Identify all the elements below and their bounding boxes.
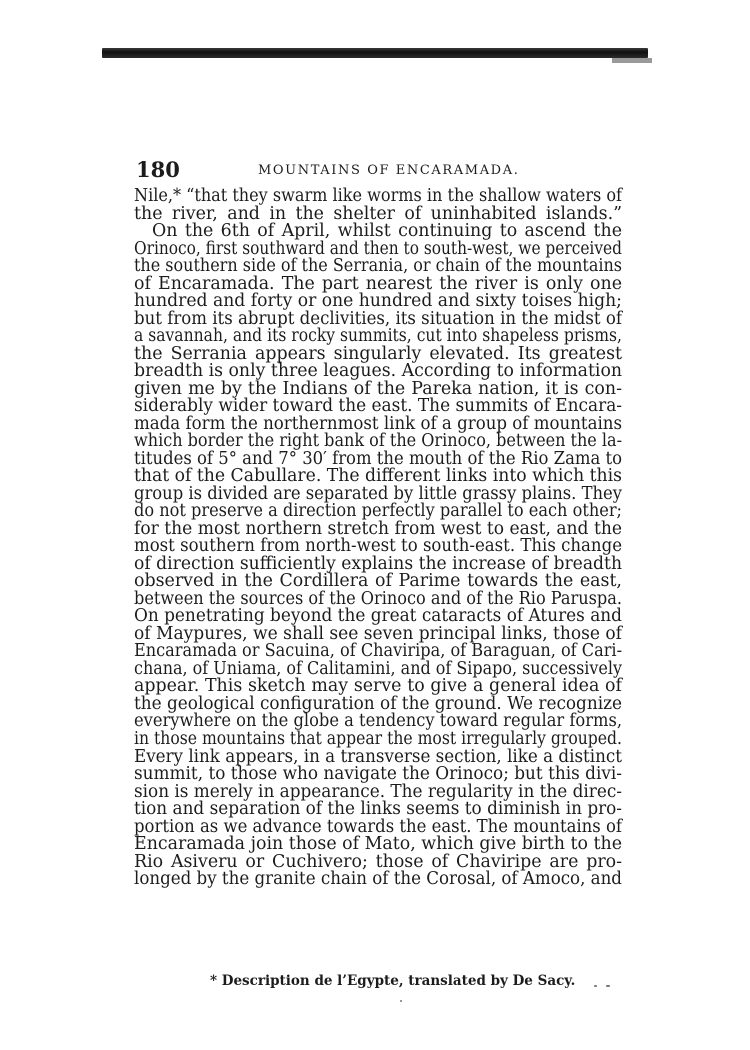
text-line: Encaramada join those of Mato, which give birth to the [134, 834, 622, 855]
text-line: siderably wider toward the east. The summits of Encara- [134, 396, 623, 417]
text-line: Orinoco, first southward and then to south-west, we perceived [134, 238, 622, 259]
scan-edge-bar [102, 48, 648, 58]
text-line: Every link appears, in a transverse section, like a distinct [134, 746, 622, 767]
text-line: On the 6th of April, whilst continuing to ascend the [152, 221, 623, 242]
text-line: in those mountains that appear the most irregularly grouped. [134, 728, 622, 749]
text-line: titudes of 5° and 7° 30′ from the mouth of the Rio Zama to [134, 448, 623, 469]
text-line: mada form the northernmost link of a group of mountains [134, 413, 623, 434]
text-line: breadth is only three leagues. According to information [134, 361, 623, 382]
text-line: of direction sufficiently explains the increase of breadth [134, 553, 623, 574]
text-line: but from its abrupt declivities, its situation in the midst of [134, 308, 622, 329]
scan-speck [400, 1000, 402, 1002]
text-line: On penetrating beyond the great cataracts of Atures and [134, 606, 622, 627]
text-line: Encaramada or Sacuina, of Chaviripa, of Baraguan, of Cari- [134, 641, 623, 662]
footnote: * Description de l’Egypte, translated by De Sacy. [210, 973, 576, 989]
text-line: hundred and forty or one hundred and sixty toises high; [134, 291, 622, 312]
text-line: for the most northern stretch from west to east, and the [134, 518, 622, 539]
text-line: the geological configuration of the ground. We recognize [134, 693, 623, 714]
scan-edge-tail [612, 58, 652, 63]
text-line: of Encaramada. The part nearest the river is only one [134, 273, 623, 294]
text-line: chana, of Uniama, of Calitamini, and of Sipapo, successively [134, 658, 622, 679]
text-line: of Maypures, we shall see seven principal links, those of [134, 623, 623, 644]
text-line: the Serrania appears singularly elevated. Its greatest [134, 343, 622, 364]
text-line: do not preserve a direction perfectly parallel to each other; [134, 501, 622, 522]
scan-speck [606, 985, 610, 987]
text-line: between the sources of the Orinoco and of the Rio Paruspa. [134, 588, 622, 609]
page-number: 180 [136, 157, 180, 182]
body-text [134, 188, 622, 889]
text-line: group is divided are separated by little grassy plains. They [134, 483, 622, 504]
text-line: appear. This sketch may serve to give a general idea of [134, 676, 622, 697]
chapter-running-title: MOUNTAINS OF ENCARAMADA. [258, 163, 520, 178]
scan-speck [594, 985, 597, 987]
running-head [136, 158, 622, 182]
text-line: most southern from north-west to south-east. This change [134, 536, 623, 557]
text-line: tion and separation of the links seems to diminish in pro- [134, 799, 623, 820]
text-line: that of the Cabullare. The different links into which this [134, 466, 622, 487]
text-line: which border the right bank of the Orinoco, between the la- [134, 431, 623, 452]
text-line: Nile,* “that they swarm like worms in the shallow waters of [134, 186, 623, 206]
text-line: given me by the Indians of the Pareka nation, it is con- [134, 378, 622, 399]
text-line: Rio Asiveru or Cuchivero; those of Chaviripe are pro- [134, 851, 623, 872]
text-line: the river, and in the shelter of uninhabited islands.” [134, 203, 623, 224]
text-line: longed by the granite chain of the Corosal, of Amoco, and [134, 869, 622, 890]
text-line: a savannah, and its rocky summits, cut into shapeless prisms, [134, 326, 622, 347]
text-line: everywhere on the globe a tendency toward regular forms, [134, 711, 622, 732]
text-line: the southern side of the Serrania, or chain of the mountains [134, 256, 623, 277]
text-line: observed in the Cordillera of Parime towards the east, [134, 571, 622, 592]
text-line: sion is merely in appearance. The regularity in the direc- [134, 781, 622, 802]
text-line: portion as we advance towards the east. The mountains of [134, 816, 622, 837]
text-line: summit, to those who navigate the Orinoco; but this divi- [134, 764, 622, 785]
